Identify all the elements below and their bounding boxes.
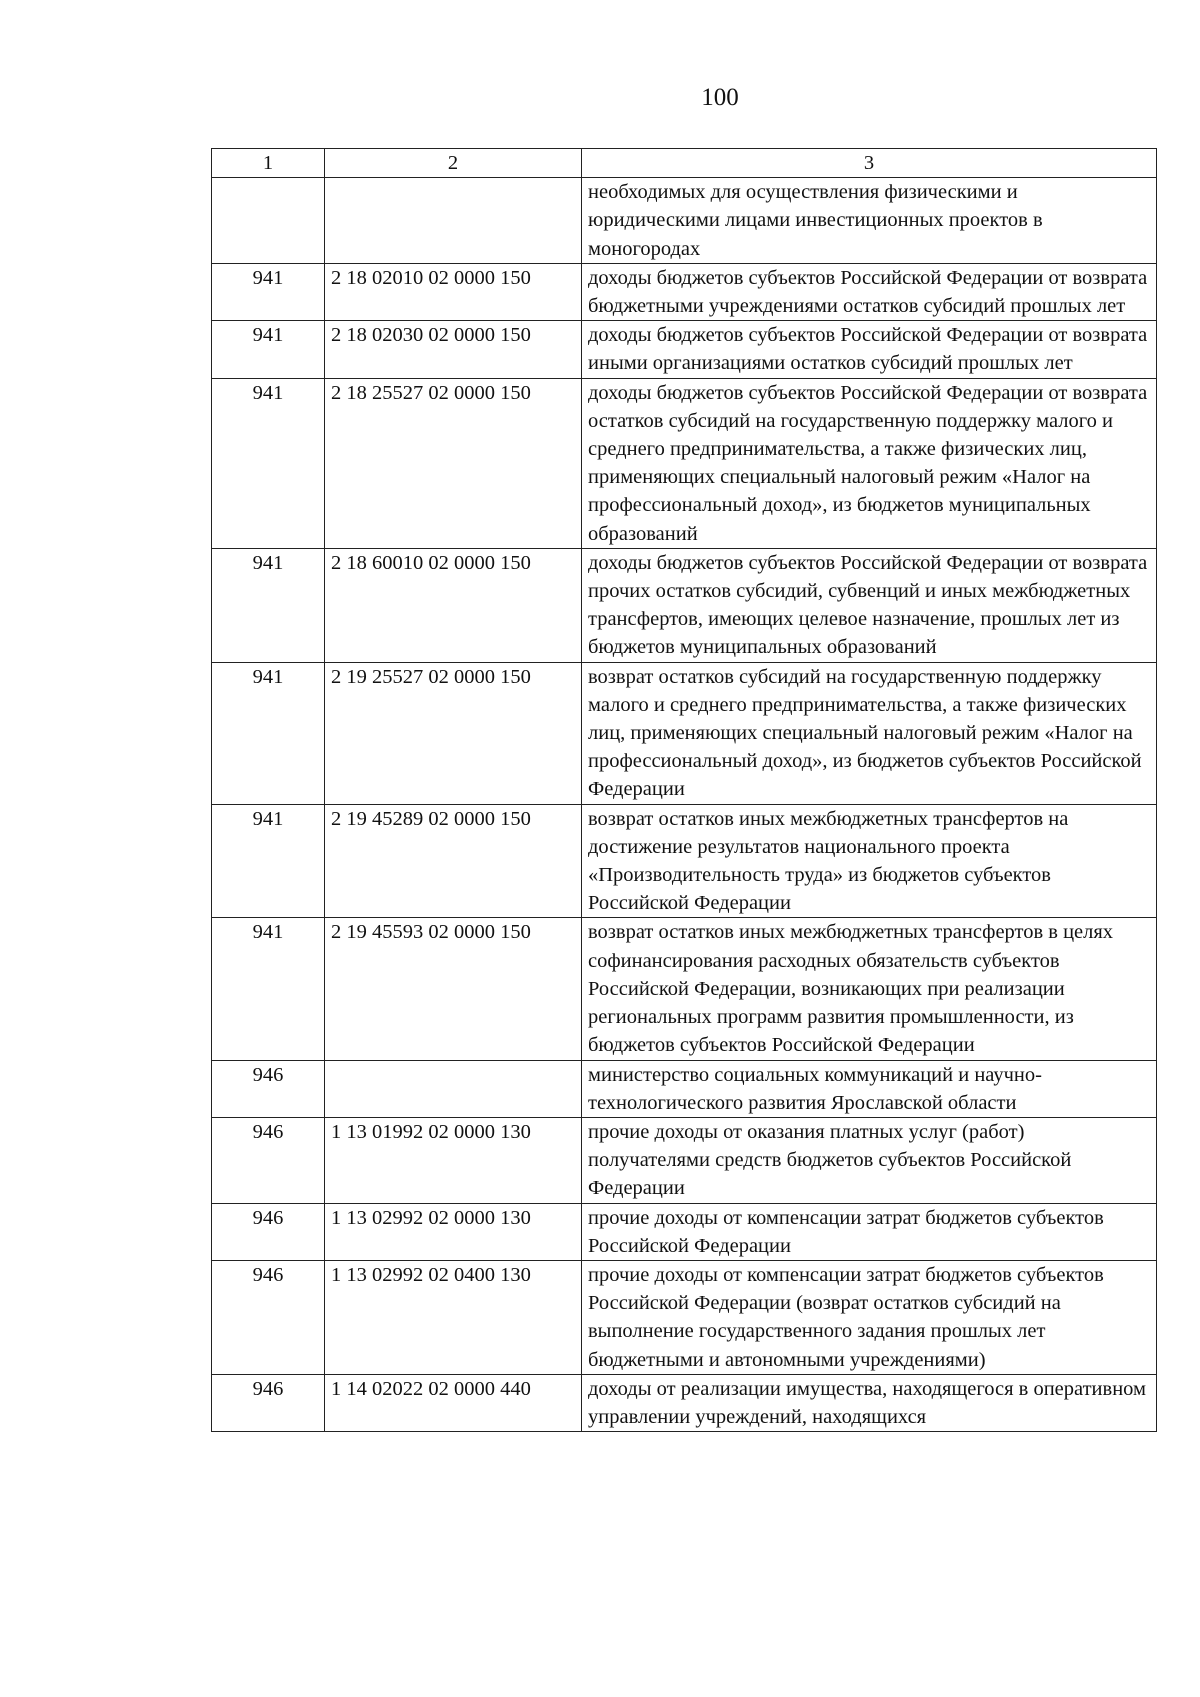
revenue-name-cell: прочие доходы от компенсации затрат бюджетов субъектов Российской Федерации: [582, 1203, 1157, 1260]
column-header-2: 2: [325, 149, 582, 178]
table-row: [212, 548, 1157, 662]
revenue-code-cell: 2 19 45593 02 0000 150: [325, 918, 582, 1060]
column-header-3: 3: [582, 149, 1157, 178]
revenue-code-cell: 2 18 02010 02 0000 150: [325, 263, 582, 320]
admin-code-cell: 941: [212, 918, 325, 1060]
table-row: [212, 378, 1157, 548]
admin-code-cell: 941: [212, 548, 325, 662]
revenue-code-cell: 2 18 02030 02 0000 150: [325, 321, 582, 378]
revenue-name-cell: необходимых для осуществления физическими и юридическими лицами инвестиционных проектов в моногородах: [582, 178, 1157, 264]
revenue-name-cell: доходы от реализации имущества, находящегося в оперативном управлении учреждений, находящихся: [582, 1374, 1157, 1431]
table-row: [212, 263, 1157, 320]
column-header-1: 1: [212, 149, 325, 178]
admin-code-cell: 941: [212, 378, 325, 548]
admin-code-cell: 941: [212, 804, 325, 918]
admin-code-cell: 946: [212, 1374, 325, 1431]
admin-code-cell: 946: [212, 1060, 325, 1117]
revenue-code-cell: 2 19 25527 02 0000 150: [325, 662, 582, 804]
revenue-name-cell: доходы бюджетов субъектов Российской Федерации от возврата остатков субсидий на государственную поддержку малого и среднего предпринимательства, а также физических лиц, применяющих специальный налоговый режим «Налог на профессиональный доход», из бюджетов муниципальных образований: [582, 378, 1157, 548]
table-row: [212, 178, 1157, 264]
revenue-name-cell: прочие доходы от оказания платных услуг (работ) получателями средств бюджетов субъектов Российской Федерации: [582, 1117, 1157, 1203]
table-row: [212, 1374, 1157, 1431]
revenue-code-cell: [325, 1060, 582, 1117]
table-row: [212, 1203, 1157, 1260]
revenue-code-cell: 2 18 25527 02 0000 150: [325, 378, 582, 548]
revenue-code-cell: 2 18 60010 02 0000 150: [325, 548, 582, 662]
table-row: [212, 662, 1157, 804]
revenue-name-cell: министерство социальных коммуникаций и научно-технологического развития Ярославской области: [582, 1060, 1157, 1117]
revenue-code-cell: [325, 178, 582, 264]
revenue-code-cell: 1 14 02022 02 0000 440: [325, 1374, 582, 1431]
admin-code-cell: [212, 178, 325, 264]
revenue-name-cell: возврат остатков субсидий на государственную поддержку малого и среднего предпринимательства, а также физических лиц, применяющих специальный налоговый режим «Налог на профессиональный доход», из бюджетов субъектов Российской Федерации: [582, 662, 1157, 804]
revenue-name-cell: возврат остатков иных межбюджетных трансфертов в целях софинансирования расходных обязательств субъектов Российской Федерации, возникающих при реализации региональных программ развития промышленности, из бюджетов субъектов Российской Федерации: [582, 918, 1157, 1060]
admin-code-cell: 946: [212, 1260, 325, 1374]
revenue-name-cell: возврат остатков иных межбюджетных трансфертов на достижение результатов национального проекта «Производительность труда» из бюджетов субъектов Российской Федерации: [582, 804, 1157, 918]
admin-code-cell: 941: [212, 662, 325, 804]
admin-code-cell: 941: [212, 321, 325, 378]
revenue-code-cell: 1 13 02992 02 0400 130: [325, 1260, 582, 1374]
table-row: [212, 1260, 1157, 1374]
revenue-code-cell: 1 13 02992 02 0000 130: [325, 1203, 582, 1260]
admin-code-cell: 946: [212, 1203, 325, 1260]
revenue-name-cell: доходы бюджетов субъектов Российской Федерации от возврата прочих остатков субсидий, субвенций и иных межбюджетных трансфертов, имеющих целевое назначение, прошлых лет из бюджетов муниципальных образований: [582, 548, 1157, 662]
table-row: [212, 1117, 1157, 1203]
revenue-code-cell: 1 13 01992 02 0000 130: [325, 1117, 582, 1203]
table-row: [212, 804, 1157, 918]
page-number: 100: [701, 84, 739, 111]
table-row: [212, 1060, 1157, 1117]
revenue-name-cell: доходы бюджетов субъектов Российской Федерации от возврата иными организациями остатков субсидий прошлых лет: [582, 321, 1157, 378]
revenue-codes-table: [211, 148, 1157, 1432]
table-row: [212, 918, 1157, 1060]
table-row: [212, 321, 1157, 378]
admin-code-cell: 946: [212, 1117, 325, 1203]
revenue-name-cell: доходы бюджетов субъектов Российской Федерации от возврата бюджетными учреждениями остатков субсидий прошлых лет: [582, 263, 1157, 320]
table-header-row: [212, 149, 1157, 178]
revenue-name-cell: прочие доходы от компенсации затрат бюджетов субъектов Российской Федерации (возврат остатков субсидий на выполнение государственного задания прошлых лет бюджетными и автономными учреждениями): [582, 1260, 1157, 1374]
admin-code-cell: 941: [212, 263, 325, 320]
revenue-code-cell: 2 19 45289 02 0000 150: [325, 804, 582, 918]
